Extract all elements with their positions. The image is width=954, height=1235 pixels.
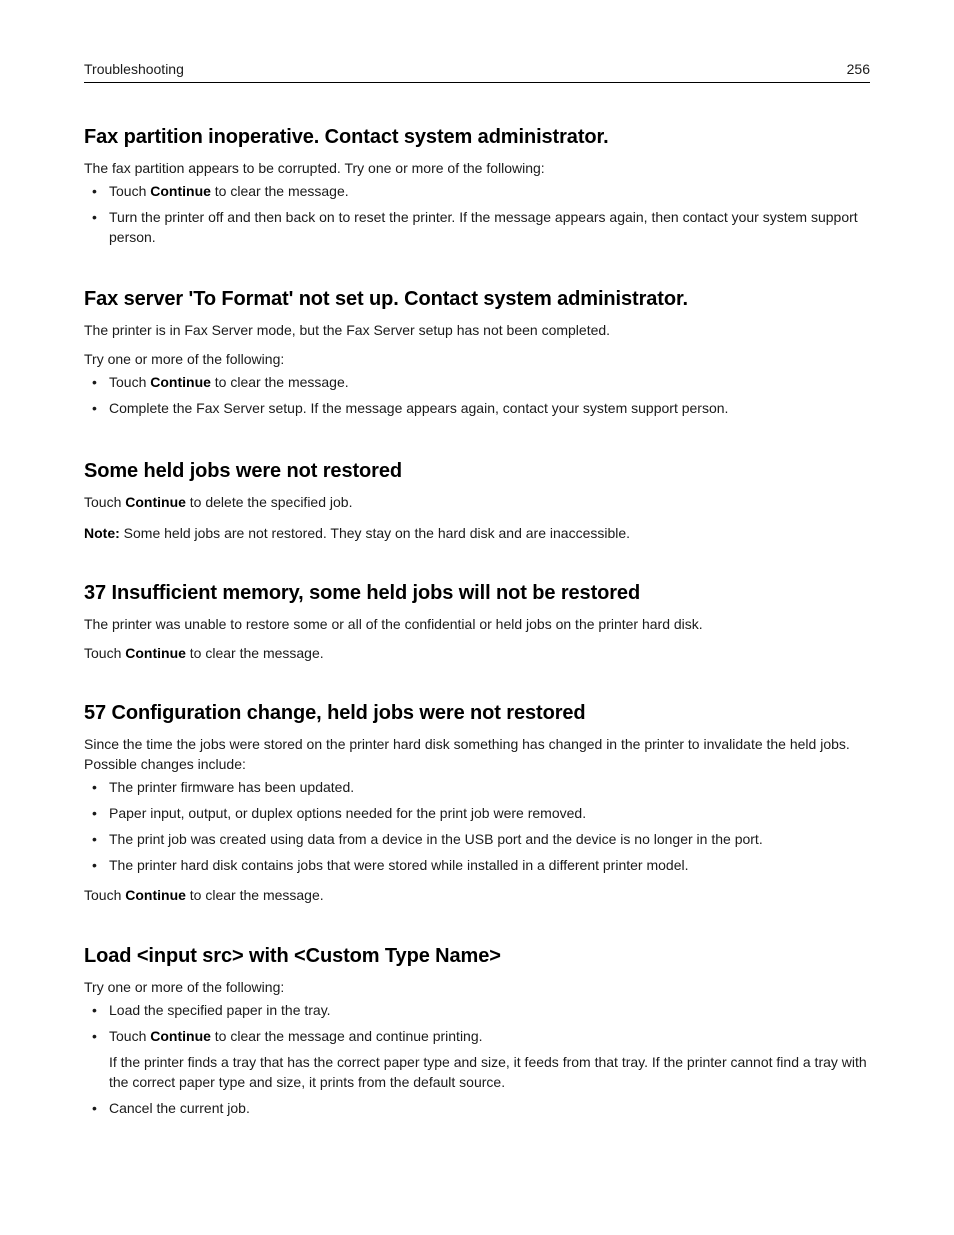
bullet-icon: • — [92, 831, 97, 847]
bullet-icon: • — [92, 400, 97, 416]
list-item: • Touch Continue to clear the message and continue printing. If the printer finds a tray that has the correct paper type and size, it feeds from that tray. If the printer cannot find a tray with the correct paper type and size, it prints from the default source. — [84, 1026, 870, 1092]
header-section-title: Troubleshooting — [84, 61, 184, 77]
bullet-list — [84, 181, 870, 247]
list-item-detail: If the printer finds a tray that has the correct paper type and size, it feeds from that tray. If the printer cannot find a tray with the correct paper type and size, it prints from the default source. — [109, 1054, 867, 1090]
continue-keyword: Continue — [125, 887, 186, 903]
list-item: • Touch Continue to clear the message. — [92, 183, 349, 199]
note-text: Note: Some held jobs are not restored. They stay on the hard disk and are inaccessible. — [84, 525, 631, 541]
bullet-icon: • — [92, 374, 97, 390]
continue-keyword: Continue — [150, 1028, 211, 1044]
body-text: The printer is in Fax Server mode, but the Fax Server setup has not been completed. — [84, 322, 611, 338]
page-header — [84, 60, 870, 83]
list-item: • The printer hard disk contains jobs that were stored while installed in a different printer model. — [92, 857, 689, 873]
bullet-list — [84, 372, 870, 418]
bullet-icon: • — [92, 209, 97, 225]
section-title: Load <input src> with <Custom Type Name> — [84, 945, 501, 967]
list-item: • Paper input, output, or duplex options needed for the print job were removed. — [92, 805, 587, 821]
bullet-icon: • — [92, 857, 97, 873]
list-item: • Touch Continue to clear the message. — [92, 374, 349, 390]
note-label: Note: — [84, 525, 120, 541]
section-title: Fax server 'To Format' not set up. Contact system administrator. — [84, 288, 689, 310]
section-configuration-change — [84, 700, 870, 905]
body-text: Since the time the jobs were stored on the printer hard disk something has changed in the printer to invalidate the held jobs. Possible changes include: — [84, 736, 850, 772]
bullet-icon: • — [92, 1100, 97, 1116]
body-text: Try one or more of the following: — [84, 351, 285, 367]
bullet-list — [84, 777, 870, 875]
bullet-list — [84, 1000, 870, 1118]
continue-keyword: Continue — [150, 183, 211, 199]
section-title: Some held jobs were not restored — [84, 460, 402, 482]
bullet-icon: • — [92, 805, 97, 821]
section-fax-server — [84, 286, 870, 418]
continue-keyword: Continue — [125, 494, 186, 510]
list-item: • Complete the Fax Server setup. If the message appears again, contact your system support person. — [92, 400, 729, 416]
continue-keyword: Continue — [125, 645, 186, 661]
body-text: Try one or more of the following: — [84, 979, 285, 995]
section-load-input-src — [84, 943, 870, 1118]
body-text: Touch Continue to delete the specified job. — [84, 494, 353, 510]
continue-keyword: Continue — [150, 374, 211, 390]
body-text: The printer was unable to restore some or all of the confidential or held jobs on the printer hard disk. — [84, 616, 703, 632]
bullet-icon: • — [92, 1028, 97, 1044]
body-text: Touch Continue to clear the message. — [84, 887, 324, 903]
section-insufficient-memory — [84, 580, 870, 663]
section-fax-partition — [84, 124, 870, 247]
intro-text: The fax partition appears to be corrupted. Try one or more of the following: — [84, 160, 545, 176]
bullet-icon: • — [92, 183, 97, 199]
list-item: • Cancel the current job. — [92, 1100, 250, 1116]
section-title: 57 Configuration change, held jobs were not restored — [84, 702, 586, 724]
section-held-jobs-not-restored — [84, 458, 870, 543]
list-item: • The print job was created using data from a device in the USB port and the device is no longer in the port. — [92, 831, 763, 847]
list-item: • Turn the printer off and then back on to reset the printer. If the message appears again, then contact your system support person. — [92, 209, 858, 245]
list-item: • Load the specified paper in the tray. — [92, 1002, 331, 1018]
body-text: Touch Continue to clear the message. — [84, 645, 324, 661]
section-title: Fax partition inoperative. Contact system administrator. — [84, 126, 609, 148]
header-page-number: 256 — [846, 61, 870, 77]
list-item: • The printer firmware has been updated. — [92, 779, 355, 795]
bullet-icon: • — [92, 779, 97, 795]
section-title: 37 Insufficient memory, some held jobs will not be restored — [84, 582, 641, 604]
bullet-icon: • — [92, 1002, 97, 1018]
